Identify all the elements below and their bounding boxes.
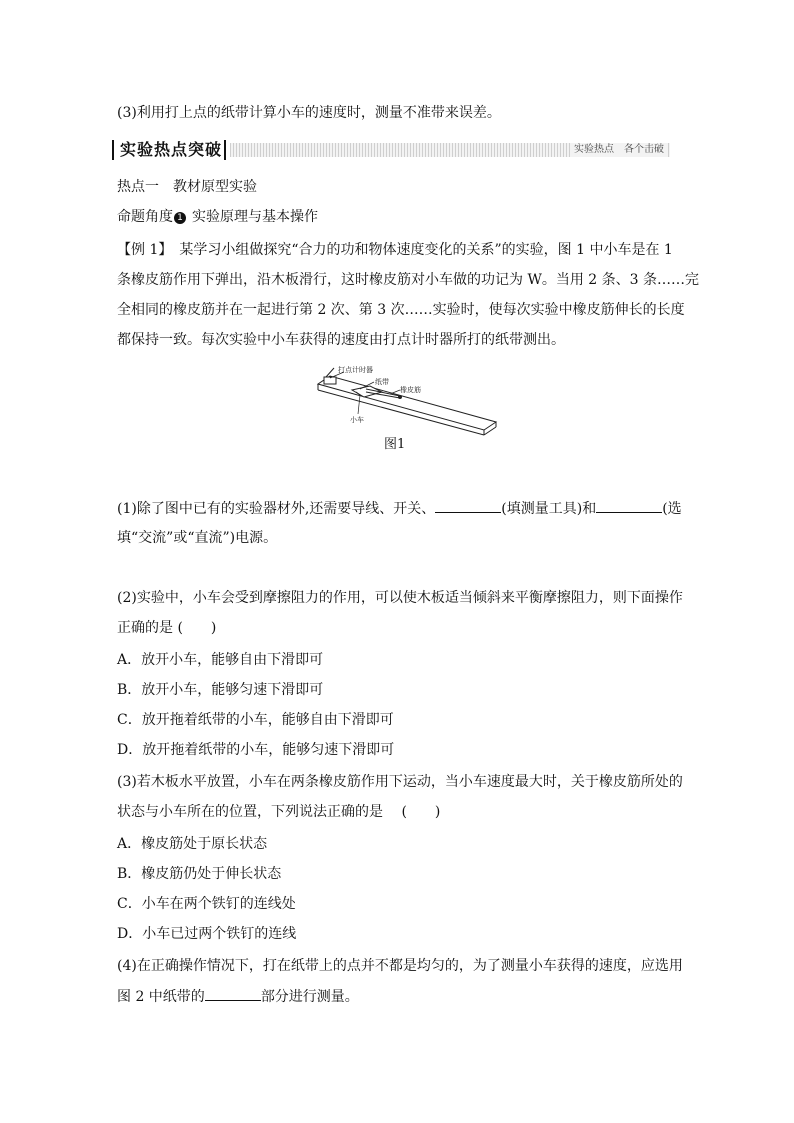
example-line-1: 【例 1】 某学习小组做探究“合力的功和物体速度变化的关系”的实验，图 1 中小车是在 1 — [117, 242, 673, 258]
q1-text-a: (1)除了图中已有的实验器材外,还需要导线、开关、 — [117, 501, 436, 517]
prev-item-3: (3)利用打上点的纸带计算小车的速度时，测量不准带来误差。 — [117, 105, 501, 121]
angle-text: 实验原理与基本操作 — [192, 209, 318, 225]
q1-blank-2 — [596, 498, 662, 513]
experiment-figure — [300, 362, 500, 442]
angle-number-badge: 1 — [174, 212, 186, 224]
example-line-4: 都保持一致。每次实验中小车获得的速度由打点计时器所打的纸带测出。 — [117, 332, 565, 348]
label-band: 橡皮筋 — [400, 386, 421, 394]
q1-line-2: 填“交流”或“直流”)电源。 — [117, 530, 278, 546]
hotspot-heading: 热点一 教材原型实验 — [117, 179, 257, 195]
q3-option-d: D．小车已过两个铁钉的连线 — [117, 926, 297, 942]
q4-text-a: 图 2 中纸带的 — [117, 989, 205, 1005]
section-left-edge — [112, 140, 114, 160]
q4-line-1: (4)在正确操作情况下，打在纸带上的点并不都是均匀的，为了测量小车获得的速度，应选用 — [117, 958, 683, 974]
section-right-text: 实验热点 各个击破 — [574, 144, 664, 155]
q2-option-a: A．放开小车，能够自由下滑即可 — [117, 652, 324, 668]
label-tape: 纸带 — [375, 378, 389, 386]
q4-line-2 — [117, 986, 359, 1007]
q2-line-2: 正确的是 ( ) — [117, 620, 217, 636]
example-line-2: 条橡皮筋作用下弹出，沿木板滑行，这时橡皮筋对小车做的功记为 W。当用 2 条、3 条……完 — [117, 272, 700, 288]
q1-text-c: (选 — [662, 501, 682, 517]
figure-caption: 图1 — [384, 437, 406, 452]
example-line-3: 全相同的橡皮筋并在一起进行第 2 次、第 3 次……实验时，使每次实验中橡皮筋伸长的长度 — [117, 302, 685, 318]
q1-text-b: (填测量工具)和 — [501, 501, 597, 517]
q3-option-b: B．橡皮筋仍处于伸长状态 — [117, 866, 282, 882]
q3-option-c: C．小车在两个铁钉的连线处 — [117, 896, 296, 912]
q2-option-c: C．放开拖着纸带的小车，能够自由下滑即可 — [117, 712, 394, 728]
q2-option-b: B．放开小车，能够匀速下滑即可 — [117, 682, 324, 698]
q1-line-1 — [117, 498, 682, 519]
wooden-board — [318, 376, 496, 435]
label-timer: 打点计时器 — [338, 366, 373, 374]
q3-line-2: 状态与小车所在的位置，下列说法正确的是 ( ) — [117, 804, 441, 820]
section-header — [112, 140, 672, 160]
angle-label: 命题角度 — [117, 209, 173, 225]
q1-blank-1 — [435, 498, 501, 513]
label-car: 小车 — [350, 416, 364, 424]
section-title-divider — [224, 140, 226, 160]
q2-option-d: D．放开拖着纸带的小车，能够匀速下滑即可 — [117, 742, 395, 758]
q4-text-b: 部分进行测量。 — [260, 989, 359, 1005]
q3-option-a: A．橡皮筋处于原长状态 — [117, 836, 268, 852]
q2-line-1: (2)实验中，小车会受到摩擦阻力的作用，可以使木板适当倾斜来平衡摩擦阻力，则下面操作 — [117, 590, 683, 606]
proposition-angle — [117, 207, 318, 227]
q3-line-1: (3)若木板水平放置，小车在两条橡皮筋作用下运动，当小车速度最大时，关于橡皮筋所处的 — [117, 774, 683, 790]
q4-blank — [205, 986, 261, 1001]
section-title: 实验热点突破 — [120, 140, 223, 159]
